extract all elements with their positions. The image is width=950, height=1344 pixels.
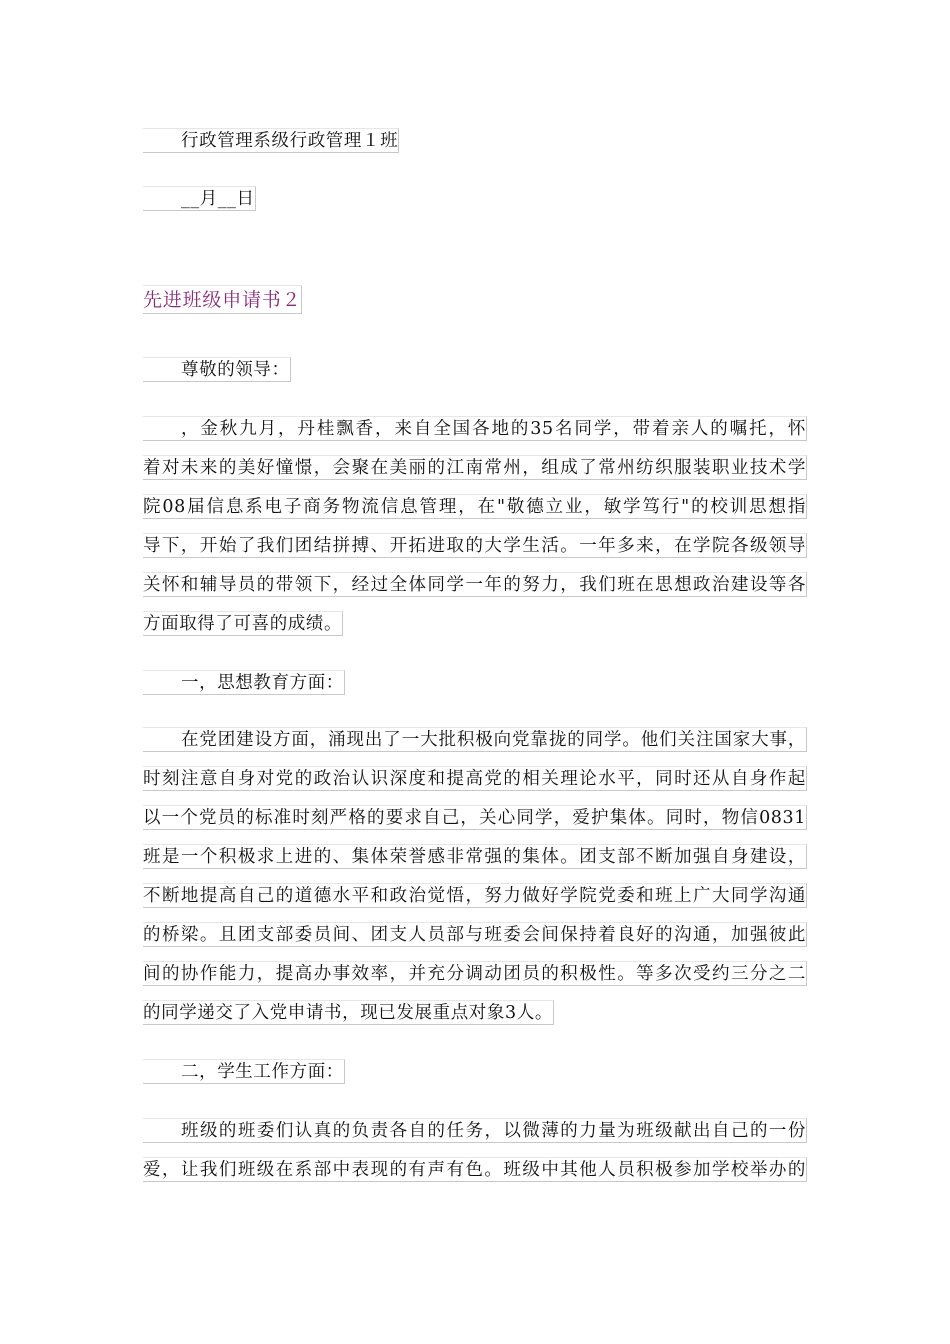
salutation: 尊敬的领导： bbox=[143, 357, 291, 382]
heading-ideology: 一，思想教育方面： bbox=[143, 670, 345, 695]
intro-line-5: 关怀和辅导员的带领下，经过全体同学一年的努力，我们班在思想政治建设等各 bbox=[143, 572, 807, 597]
intro-line-2: 着对未来的美好憧憬，会聚在美丽的江南常州，组成了常州纺织服装职业技术学 bbox=[143, 455, 807, 480]
intro-line-6: 方面取得了可喜的成绩。 bbox=[143, 611, 343, 636]
para1-line-2: 时刻注意自身对党的政治认识深度和提高党的相关理论水平，同时还从自身作起 bbox=[143, 766, 807, 791]
section-title: 先进班级申请书２ bbox=[143, 285, 302, 314]
para1-line-5: 不断地提高自己的道德水平和政治觉悟，努力做好学院党委和班上广大同学沟通 bbox=[143, 883, 807, 908]
para1-line-3: 以一个党员的标准时刻严格的要求自己，关心同学，爱护集体。同时，物信0831 bbox=[143, 805, 807, 830]
intro-line-4: 导下，开始了我们团结拼搏、开拓进取的大学生活。一年多来，在学院各级领导 bbox=[143, 533, 807, 558]
para2-line-1: 班级的班委们认真的负责各自的任务，以微薄的力量为班级献出自己的一份 bbox=[143, 1118, 807, 1143]
date-line: __月__日 bbox=[143, 186, 256, 211]
intro-line-3: 院08届信息系电子商务物流信息管理，在"敬德立业，敏学笃行"的校训思想指 bbox=[143, 494, 807, 519]
para1-line-4: 班是一个积极求上进的、集体荣誉感非常强的集体。团支部不断加强自身建设， bbox=[143, 844, 807, 869]
para1-line-6: 的桥梁。且团支部委员间、团支人员部与班委会间保持着良好的沟通，加强彼此 bbox=[143, 922, 807, 947]
heading-student-work: 二，学生工作方面： bbox=[143, 1059, 345, 1084]
para2-line-2: 爱，让我们班级在系部中表现的有声有色。班级中其他人员积极参加学校举办的 bbox=[143, 1157, 807, 1182]
para1-line-1: 在党团建设方面，涌现出了一大批积极向党靠拢的同学。他们关注国家大事， bbox=[143, 727, 807, 752]
intro-line-1: ，金秋九月，丹桂飘香，来自全国各地的35名同学，带着亲人的嘱托，怀 bbox=[143, 416, 807, 441]
para1-line-8: 的同学递交了入党申请书，现已发展重点对象3人。 bbox=[143, 1000, 554, 1025]
class-line: 行政管理系级行政管理１班 bbox=[143, 128, 399, 153]
para1-line-7: 间的协作能力，提高办事效率，并充分调动团员的积极性。等多次受约三分之二 bbox=[143, 961, 807, 986]
